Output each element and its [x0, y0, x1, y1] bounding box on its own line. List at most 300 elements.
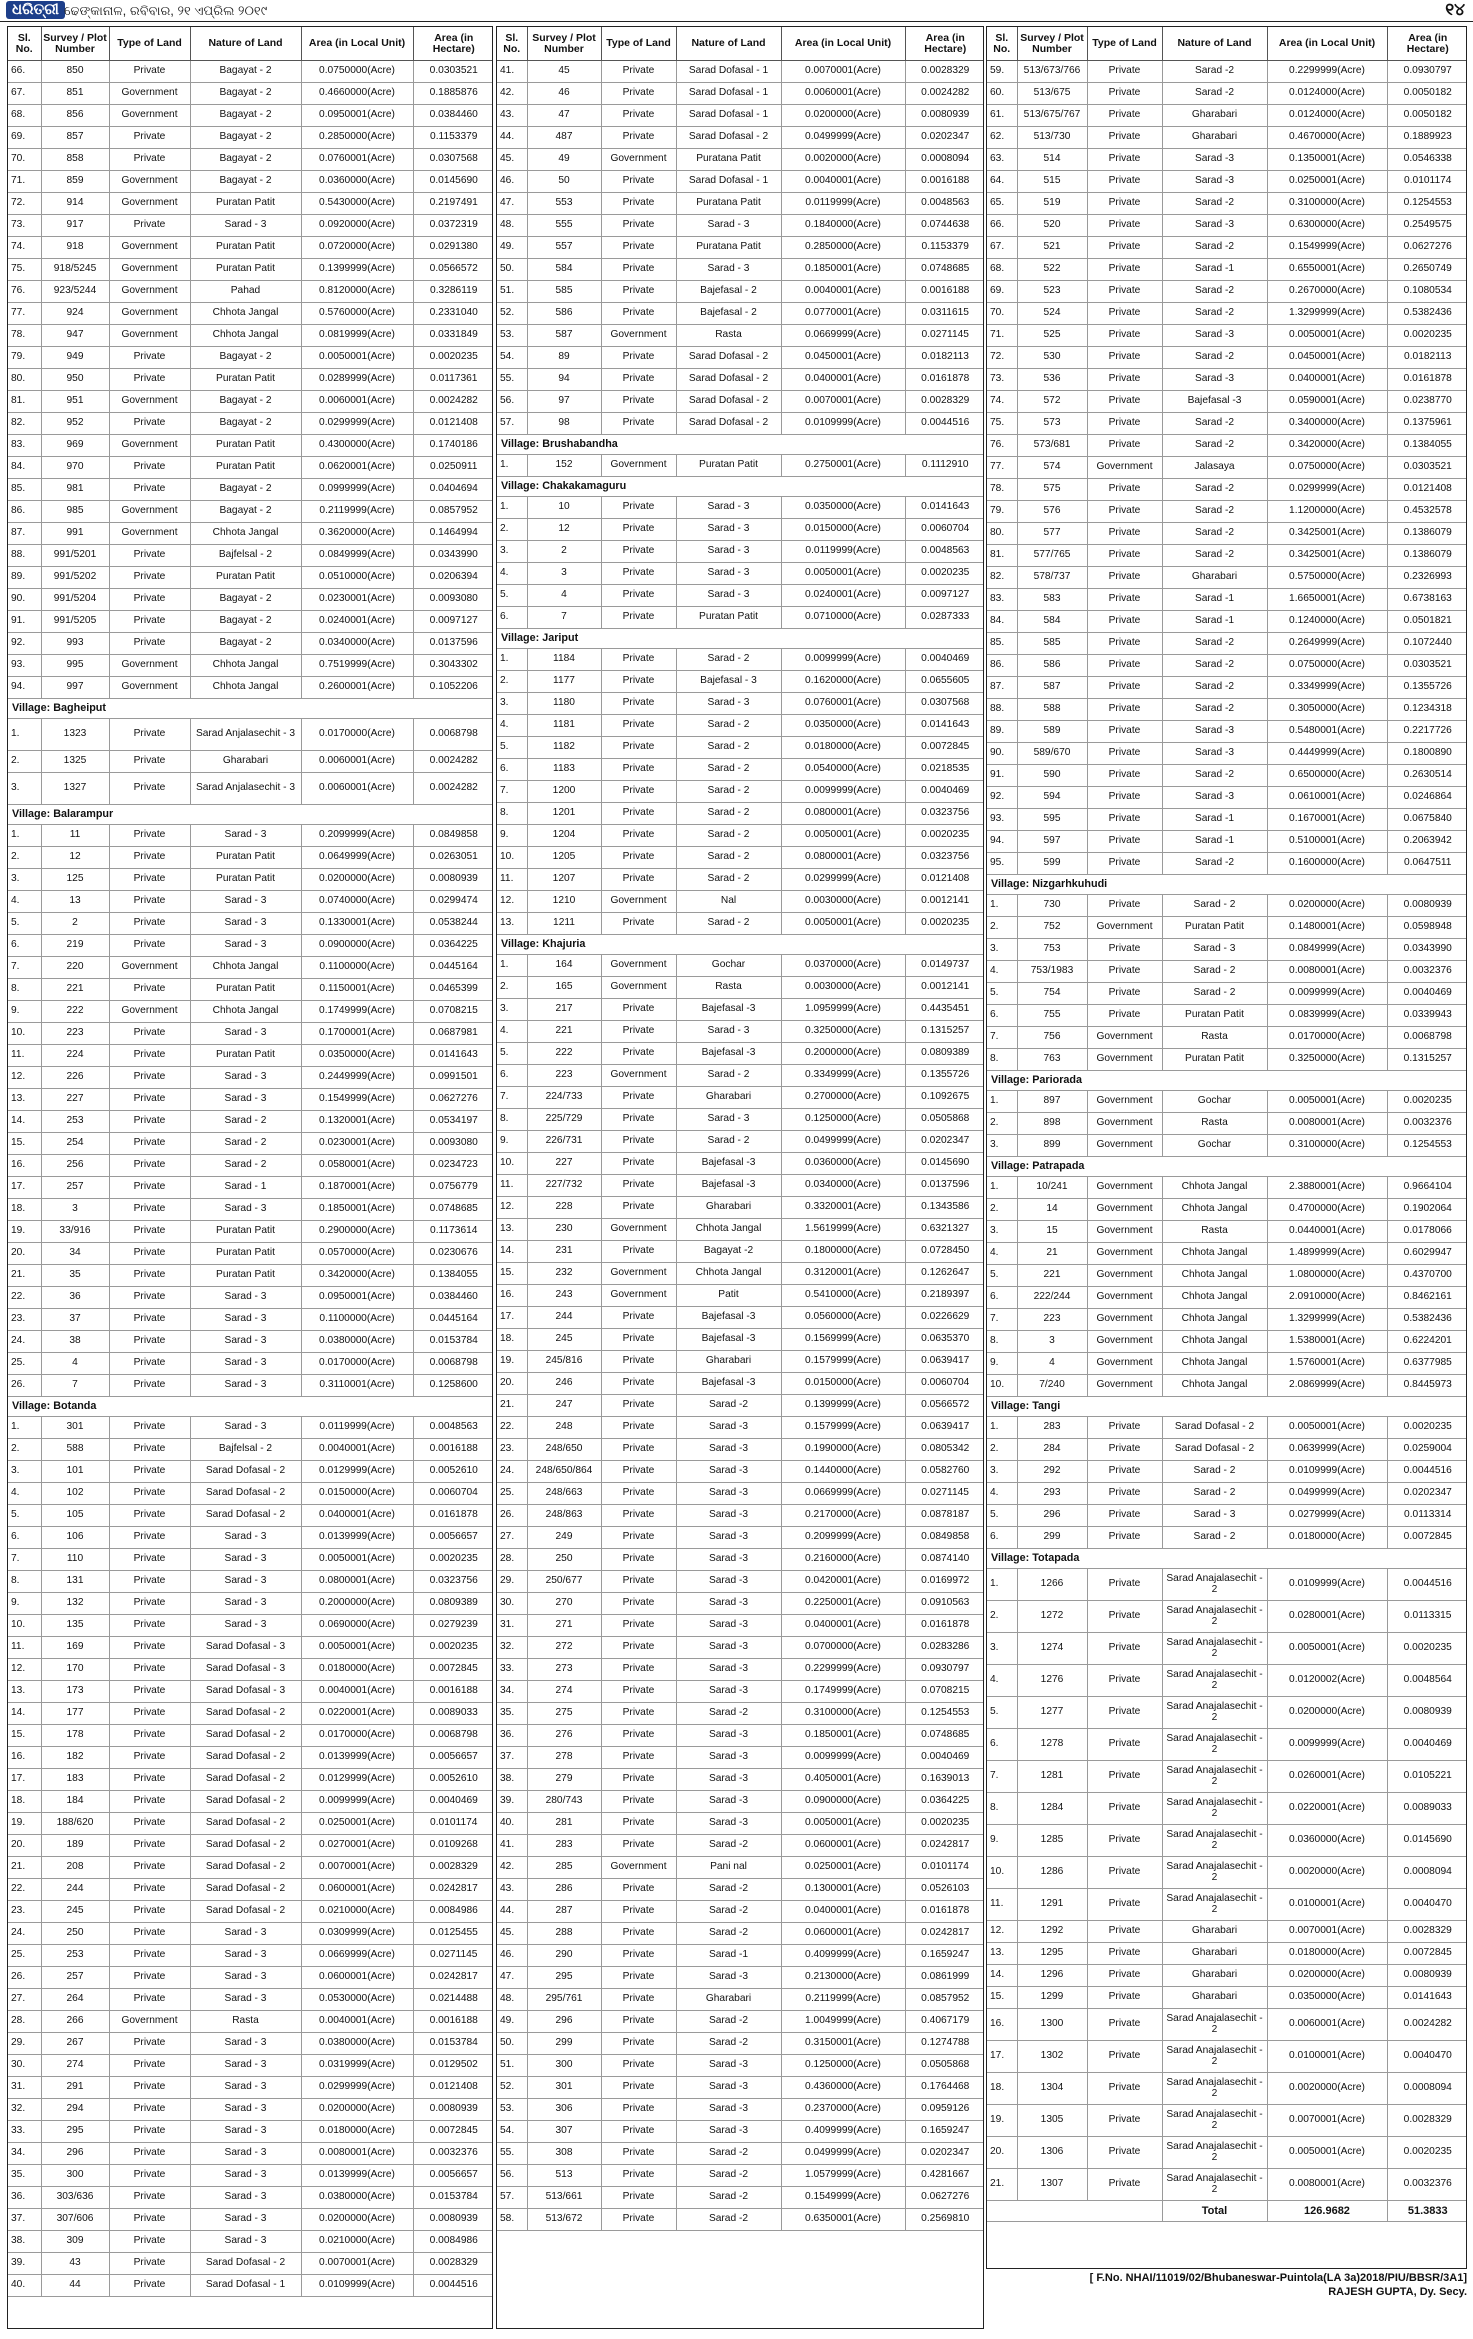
type-of-land-cell: Private — [601, 1923, 676, 1945]
table-row — [8, 633, 493, 655]
area-local-cell: 0.0340000(Acre) — [301, 633, 413, 655]
sl-no-cell: 8. — [987, 1331, 1017, 1353]
table-row — [497, 127, 984, 149]
nature-of-land-cell: Sarad -2 — [676, 2165, 781, 2187]
table-row — [8, 719, 493, 751]
plot-number-cell: 102 — [41, 1483, 109, 1505]
type-of-land-cell: Private — [1087, 1483, 1162, 1505]
area-local-cell: 0.0040001(Acre) — [781, 171, 905, 193]
table-row — [8, 1615, 493, 1637]
table-row — [497, 955, 984, 977]
area-hectare-cell: 0.2217726 — [1387, 721, 1467, 743]
type-of-land-cell: Government — [1087, 1243, 1162, 1265]
plot-number-cell: 1272 — [1017, 1601, 1087, 1633]
table-row — [987, 1965, 1467, 1987]
area-hectare-cell: 0.1258600 — [413, 1375, 493, 1397]
area-hectare-cell: 0.1740186 — [413, 435, 493, 457]
village-heading-row — [497, 935, 984, 955]
area-local-cell: 0.0180000(Acre) — [301, 2121, 413, 2143]
plot-number-cell: 851 — [41, 83, 109, 105]
table-row — [497, 1395, 984, 1417]
table-row — [497, 281, 984, 303]
plot-number-cell: 1183 — [527, 759, 601, 781]
type-of-land-cell: Private — [601, 1813, 676, 1835]
area-hectare-cell: 0.1173614 — [413, 1221, 493, 1243]
nature-of-land-cell: Chhota Jangal — [1162, 1375, 1267, 1397]
type-of-land-cell: Private — [1087, 1965, 1162, 1987]
type-of-land-cell: Private — [1087, 699, 1162, 721]
type-of-land-cell: Private — [601, 1461, 676, 1483]
plot-number-cell: 49 — [527, 149, 601, 171]
sl-no-cell: 21. — [987, 2169, 1017, 2201]
sl-no-cell: 27. — [8, 1989, 41, 2011]
area-hectare-cell: 0.4435451 — [905, 999, 984, 1021]
plot-number-cell: 519 — [1017, 193, 1087, 215]
type-of-land-cell: Government — [1087, 1049, 1162, 1071]
nature-of-land-cell: Sarad Dofasal - 2 — [190, 1703, 301, 1725]
type-of-land-cell: Private — [1087, 61, 1162, 83]
sl-no-cell: 1. — [497, 497, 527, 519]
nature-of-land-cell: Puratan Patit — [190, 237, 301, 259]
table-row — [8, 1505, 493, 1527]
nature-of-land-cell: Bagayat - 2 — [190, 61, 301, 83]
type-of-land-cell: Private — [601, 1241, 676, 1263]
area-local-cell: 0.0760001(Acre) — [301, 149, 413, 171]
sl-no-cell: 20. — [8, 1835, 41, 1857]
area-hectare-cell: 0.2331040 — [413, 303, 493, 325]
area-hectare-cell: 0.0097127 — [905, 585, 984, 607]
sl-no-cell: 5. — [8, 913, 41, 935]
table-row — [8, 1659, 493, 1681]
plot-number-cell: 899 — [1017, 1135, 1087, 1157]
type-of-land-cell: Private — [109, 1461, 190, 1483]
plot-number-cell: 10/241 — [1017, 1177, 1087, 1199]
plot-number-cell: 993 — [41, 633, 109, 655]
plot-number-cell: 245 — [41, 1901, 109, 1923]
table-row — [497, 1329, 984, 1351]
area-local-cell: 0.1440000(Acre) — [781, 1461, 905, 1483]
area-hectare-cell: 0.0635370 — [905, 1329, 984, 1351]
area-hectare-cell: 0.1262647 — [905, 1263, 984, 1285]
sl-no-cell: 32. — [8, 2099, 41, 2121]
plot-number-cell: 1295 — [1017, 1943, 1087, 1965]
sl-no-cell: 68. — [987, 259, 1017, 281]
area-hectare-cell: 0.1659247 — [905, 2121, 984, 2143]
plot-number-cell: 295 — [527, 1967, 601, 1989]
village-heading-row — [987, 875, 1467, 895]
area-local-cell: 0.0750000(Acre) — [1267, 457, 1387, 479]
table-row — [987, 303, 1467, 325]
plot-number-cell: 250 — [41, 1923, 109, 1945]
area-hectare-cell: 0.0072845 — [413, 1659, 493, 1681]
area-hectare-cell: 0.0505868 — [905, 1109, 984, 1131]
sl-no-cell: 14. — [8, 1703, 41, 1725]
plot-number-cell: 227 — [41, 1089, 109, 1111]
sl-no-cell: 92. — [987, 787, 1017, 809]
nature-of-land-cell: Sarad - 3 — [190, 1571, 301, 1593]
plot-number-cell: 173 — [41, 1681, 109, 1703]
area-local-cell: 0.0230001(Acre) — [301, 589, 413, 611]
sl-no-cell: 26. — [8, 1967, 41, 1989]
sl-no-cell: 18. — [987, 2073, 1017, 2105]
type-of-land-cell: Private — [109, 1177, 190, 1199]
table-row — [8, 1439, 493, 1461]
table-row — [8, 1901, 493, 1923]
sl-no-cell: 39. — [8, 2253, 41, 2275]
plot-number-cell: 1276 — [1017, 1665, 1087, 1697]
nature-of-land-cell: Rasta — [190, 2011, 301, 2033]
sl-no-cell: 1. — [987, 1569, 1017, 1601]
plot-number-cell: 12 — [41, 847, 109, 869]
plot-number-cell: 1323 — [41, 719, 109, 751]
type-of-land-cell: Private — [109, 479, 190, 501]
table-column-1 — [7, 26, 493, 2329]
village-heading-row — [987, 1549, 1467, 1569]
table-row — [497, 1439, 984, 1461]
dateline: ଢେଙ୍କାନାଳ, ରବିବାର, ୨୧ ଏପ୍ରିଲ ୨୦୧୯ — [64, 3, 268, 18]
table-row — [497, 413, 984, 435]
table-row — [497, 1175, 984, 1197]
nature-of-land-cell: Sarad -1 — [1162, 831, 1267, 853]
plot-number-cell: 515 — [1017, 171, 1087, 193]
area-hectare-cell: 0.0756779 — [413, 1177, 493, 1199]
type-of-land-cell: Private — [601, 1769, 676, 1791]
nature-of-land-cell: Chhota Jangal — [676, 1219, 781, 1241]
sl-no-cell: 12. — [8, 1659, 41, 1681]
plot-number-cell: 253 — [41, 1945, 109, 1967]
plot-number-cell: 589 — [1017, 721, 1087, 743]
area-local-cell: 0.8120000(Acre) — [301, 281, 413, 303]
plot-number-cell: 292 — [1017, 1461, 1087, 1483]
area-local-cell: 0.0499999(Acre) — [781, 127, 905, 149]
table-row — [497, 2055, 984, 2077]
nature-of-land-cell: Puratana Patit — [676, 149, 781, 171]
sl-no-cell: 8. — [497, 1109, 527, 1131]
table-row — [8, 589, 493, 611]
sl-no-cell: 8. — [497, 803, 527, 825]
nature-of-land-cell: Sarad Dofasal - 1 — [676, 61, 781, 83]
table-row — [987, 1309, 1467, 1331]
sl-no-cell: 7. — [987, 1761, 1017, 1793]
plot-number-cell: 189 — [41, 1835, 109, 1857]
nature-of-land-cell: Bajefasal -3 — [676, 1329, 781, 1351]
area-local-cell: 0.6550001(Acre) — [1267, 259, 1387, 281]
total-row — [987, 2201, 1467, 2222]
area-hectare-cell: 0.0748685 — [905, 1725, 984, 1747]
area-hectare-cell: 0.0501821 — [1387, 611, 1467, 633]
area-local-cell: 0.0649999(Acre) — [301, 847, 413, 869]
sl-no-cell: 6. — [987, 1005, 1017, 1027]
plot-number-cell: 284 — [1017, 1439, 1087, 1461]
nature-of-land-cell: Sarad - 3 — [676, 585, 781, 607]
type-of-land-cell: Private — [1087, 983, 1162, 1005]
type-of-land-cell: Private — [1087, 237, 1162, 259]
type-of-land-cell: Private — [601, 1791, 676, 1813]
area-local-cell: 0.0770001(Acre) — [781, 303, 905, 325]
type-of-land-cell: Government — [1087, 1135, 1162, 1157]
sl-no-cell: 80. — [987, 523, 1017, 545]
sl-no-cell: 2. — [497, 671, 527, 693]
sl-no-cell: 57. — [497, 2187, 527, 2209]
nature-of-land-cell: Jalasaya — [1162, 457, 1267, 479]
plot-number-cell: 178 — [41, 1725, 109, 1747]
plot-number-cell: 309 — [41, 2231, 109, 2253]
table-row — [987, 435, 1467, 457]
sl-no-cell: 6. — [987, 1527, 1017, 1549]
area-local-cell: 0.0950001(Acre) — [301, 105, 413, 127]
area-local-cell: 0.0050001(Acre) — [301, 1637, 413, 1659]
nature-of-land-cell: Puratan Patit — [190, 847, 301, 869]
area-local-cell: 0.4300000(Acre) — [301, 435, 413, 457]
area-local-cell: 0.2119999(Acre) — [781, 1989, 905, 2011]
type-of-land-cell: Private — [109, 149, 190, 171]
sl-no-cell: 4. — [987, 1243, 1017, 1265]
plot-number-cell: 294 — [41, 2099, 109, 2121]
plot-number-cell: 35 — [41, 1265, 109, 1287]
table-row — [497, 1153, 984, 1175]
area-hectare-cell: 0.0242817 — [905, 1835, 984, 1857]
area-hectare-cell: 0.0153784 — [413, 1331, 493, 1353]
area-local-cell: 0.0220001(Acre) — [1267, 1793, 1387, 1825]
area-hectare-cell: 0.0857952 — [905, 1989, 984, 2011]
nature-of-land-cell: Sarad -3 — [676, 1681, 781, 1703]
sl-no-cell: 44. — [497, 127, 527, 149]
type-of-land-cell: Private — [1087, 567, 1162, 589]
land-table-body — [8, 61, 493, 2297]
area-hectare-cell: 0.0113314 — [1387, 1505, 1467, 1527]
village-heading: Village: Patrapada — [987, 1157, 1467, 1177]
plot-number-cell: 299 — [1017, 1527, 1087, 1549]
plot-number-cell: 1296 — [1017, 1965, 1087, 1987]
table-row — [987, 2041, 1467, 2073]
table-row — [987, 1049, 1467, 1071]
type-of-land-cell: Private — [109, 1681, 190, 1703]
table-row — [8, 751, 493, 773]
area-hectare-cell: 0.0093080 — [413, 589, 493, 611]
table-row — [497, 237, 984, 259]
nature-of-land-cell: Chhota Jangal — [1162, 1199, 1267, 1221]
village-heading: Village: Botanda — [8, 1397, 493, 1417]
nature-of-land-cell: Sarad Dofasal - 2 — [190, 1835, 301, 1857]
nature-of-land-cell: Sarad - 3 — [190, 1967, 301, 1989]
area-hectare-cell: 0.0121408 — [905, 869, 984, 891]
table-row — [497, 1835, 984, 1857]
area-hectare-cell: 0.0169972 — [905, 1571, 984, 1593]
area-hectare-cell: 0.0068798 — [413, 1353, 493, 1375]
type-of-land-cell: Government — [601, 1263, 676, 1285]
table-row — [497, 2143, 984, 2165]
sl-no-cell: 77. — [987, 457, 1017, 479]
table-row — [987, 1665, 1467, 1697]
plot-number-cell: 291 — [41, 2077, 109, 2099]
area-local-cell: 0.0950001(Acre) — [301, 1287, 413, 1309]
area-hectare-cell: 0.0137596 — [905, 1175, 984, 1197]
area-hectare-cell: 0.0639417 — [905, 1351, 984, 1373]
land-table-body — [497, 61, 984, 2231]
nature-of-land-cell: Sarad Dofasal - 3 — [190, 1681, 301, 1703]
table-row — [497, 2011, 984, 2033]
table-row — [497, 325, 984, 347]
plot-number-cell: 917 — [41, 215, 109, 237]
table-row — [8, 655, 493, 677]
plot-number-cell: 223 — [41, 1023, 109, 1045]
sl-no-cell: 59. — [987, 61, 1017, 83]
plot-number-cell: 1182 — [527, 737, 601, 759]
nature-of-land-cell: Chhota Jangal — [1162, 1243, 1267, 1265]
area-hectare-cell: 0.0287333 — [905, 607, 984, 629]
sl-no-cell: 11. — [8, 1637, 41, 1659]
plot-number-cell: 585 — [527, 281, 601, 303]
plot-number-cell: 228 — [527, 1197, 601, 1219]
nature-of-land-cell: Sarad Anajalasechit - 2 — [1162, 2041, 1267, 2073]
plot-number-cell: 152 — [527, 455, 601, 477]
area-hectare-cell: 0.0040469 — [1387, 983, 1467, 1005]
nature-of-land-cell: Sarad -3 — [676, 1967, 781, 1989]
area-hectare-cell: 0.0032376 — [413, 2143, 493, 2165]
nature-of-land-cell: Sarad Dofasal - 2 — [676, 347, 781, 369]
nature-of-land-cell: Sarad - 3 — [190, 1353, 301, 1375]
nature-of-land-cell: Sarad - 2 — [190, 1155, 301, 1177]
table-row — [497, 541, 984, 563]
table-row — [8, 105, 493, 127]
type-of-land-cell: Government — [1087, 1309, 1162, 1331]
nature-of-land-cell: Sarad Dofasal - 1 — [676, 83, 781, 105]
nature-of-land-cell: Sarad -2 — [676, 2143, 781, 2165]
area-hectare-cell: 0.0627276 — [1387, 237, 1467, 259]
plot-number-cell: 859 — [41, 171, 109, 193]
area-hectare-cell: 0.5382436 — [1387, 1309, 1467, 1331]
type-of-land-cell: Private — [1087, 413, 1162, 435]
table-row — [497, 693, 984, 715]
table-row — [497, 1901, 984, 1923]
sl-no-cell: 16. — [497, 1285, 527, 1307]
sl-no-cell: 9. — [497, 825, 527, 847]
plot-number-cell: 106 — [41, 1527, 109, 1549]
plot-number-cell: 264 — [41, 1989, 109, 2011]
sl-no-cell: 8. — [8, 979, 41, 1001]
type-of-land-cell: Government — [109, 171, 190, 193]
type-of-land-cell: Private — [109, 1945, 190, 1967]
plot-number-cell: 1177 — [527, 671, 601, 693]
header-nature-of-land: Nature of Land — [676, 27, 781, 61]
area-local-cell: 0.1100000(Acre) — [301, 957, 413, 979]
type-of-land-cell: Private — [1087, 1417, 1162, 1439]
area-local-cell: 0.2250001(Acre) — [781, 1593, 905, 1615]
plot-number-cell: 597 — [1017, 831, 1087, 853]
sl-no-cell: 23. — [8, 1901, 41, 1923]
header-type-of-land: Type of Land — [109, 27, 190, 61]
nature-of-land-cell: Sarad - 3 — [190, 1287, 301, 1309]
area-local-cell: 0.6300000(Acre) — [1267, 215, 1387, 237]
header-area-hectare: Area (in Hectare) — [413, 27, 493, 61]
area-local-cell: 0.0020000(Acre) — [1267, 1857, 1387, 1889]
nature-of-land-cell: Sarad Anajalasechit - 2 — [1162, 2137, 1267, 2169]
area-local-cell: 0.2000000(Acre) — [781, 1043, 905, 1065]
area-hectare-cell: 0.0032376 — [1387, 961, 1467, 983]
nature-of-land-cell: Puratan Patit — [1162, 1005, 1267, 1027]
area-local-cell: 0.0040001(Acre) — [301, 1681, 413, 1703]
table-row — [987, 1113, 1467, 1135]
nature-of-land-cell: Sarad -2 — [676, 2209, 781, 2231]
sl-no-cell: 62. — [987, 127, 1017, 149]
area-local-cell: 0.0299999(Acre) — [301, 2077, 413, 2099]
sl-no-cell: 30. — [8, 2055, 41, 2077]
area-local-cell: 0.0350000(Acre) — [781, 715, 905, 737]
table-row — [497, 2099, 984, 2121]
plot-number-cell: 898 — [1017, 1113, 1087, 1135]
sl-no-cell: 11. — [497, 869, 527, 891]
sl-no-cell: 9. — [987, 1353, 1017, 1375]
plot-number-cell: 524 — [1017, 303, 1087, 325]
nature-of-land-cell: Sarad -2 — [676, 1901, 781, 1923]
sl-no-cell: 19. — [8, 1221, 41, 1243]
area-hectare-cell: 0.0202347 — [905, 127, 984, 149]
sl-no-cell: 55. — [497, 2143, 527, 2165]
plot-number-cell: 947 — [41, 325, 109, 347]
area-local-cell: 0.0119999(Acre) — [301, 1417, 413, 1439]
sl-no-cell: 41. — [497, 61, 527, 83]
area-hectare-cell: 0.0129502 — [413, 2055, 493, 2077]
type-of-land-cell: Private — [601, 2209, 676, 2231]
nature-of-land-cell: Puratan Patit — [190, 1243, 301, 1265]
nature-of-land-cell: Sarad -2 — [1162, 303, 1267, 325]
plot-number-cell: 1201 — [527, 803, 601, 825]
table-row — [987, 1091, 1467, 1113]
type-of-land-cell: Private — [1087, 369, 1162, 391]
table-row — [8, 523, 493, 545]
plot-number-cell: 272 — [527, 1637, 601, 1659]
nature-of-land-cell: Chhota Jangal — [190, 655, 301, 677]
table-column-3 — [986, 26, 1467, 2269]
sl-no-cell: 6. — [987, 1287, 1017, 1309]
area-hectare-cell: 0.0080939 — [1387, 1697, 1467, 1729]
nature-of-land-cell: Gochar — [1162, 1135, 1267, 1157]
type-of-land-cell: Government — [1087, 1375, 1162, 1397]
type-of-land-cell: Private — [1087, 853, 1162, 875]
plot-number-cell: 521 — [1017, 237, 1087, 259]
type-of-land-cell: Private — [109, 1527, 190, 1549]
table-row — [497, 1637, 984, 1659]
sl-no-cell: 2. — [987, 917, 1017, 939]
sl-no-cell: 61. — [987, 105, 1017, 127]
plot-number-cell: 589/670 — [1017, 743, 1087, 765]
nature-of-land-cell: Sarad - 2 — [190, 1133, 301, 1155]
plot-number-cell: 1325 — [41, 751, 109, 773]
area-hectare-cell: 0.2630514 — [1387, 765, 1467, 787]
area-local-cell: 0.0099999(Acre) — [1267, 983, 1387, 1005]
nature-of-land-cell: Sarad -2 — [1162, 699, 1267, 721]
sl-no-cell: 25. — [497, 1483, 527, 1505]
area-local-cell: 0.0240001(Acre) — [781, 585, 905, 607]
village-heading: Village: Nizgarhkuhudi — [987, 875, 1467, 895]
table-row — [497, 1197, 984, 1219]
type-of-land-cell: Private — [1087, 2009, 1162, 2041]
nature-of-land-cell: Rasta — [1162, 1221, 1267, 1243]
plot-number-cell: 985 — [41, 501, 109, 523]
table-row — [497, 259, 984, 281]
type-of-land-cell: Private — [601, 1549, 676, 1571]
table-row — [987, 1353, 1467, 1375]
area-hectare-cell: 0.0056657 — [413, 1747, 493, 1769]
sl-no-cell: 7. — [987, 1309, 1017, 1331]
area-local-cell: 0.0050001(Acre) — [1267, 1417, 1387, 1439]
table-row — [987, 1243, 1467, 1265]
sl-no-cell: 11. — [987, 1889, 1017, 1921]
plot-number-cell: 301 — [41, 1417, 109, 1439]
type-of-land-cell: Private — [601, 607, 676, 629]
nature-of-land-cell: Bagayat - 2 — [190, 413, 301, 435]
sl-no-cell: 3. — [987, 1135, 1017, 1157]
